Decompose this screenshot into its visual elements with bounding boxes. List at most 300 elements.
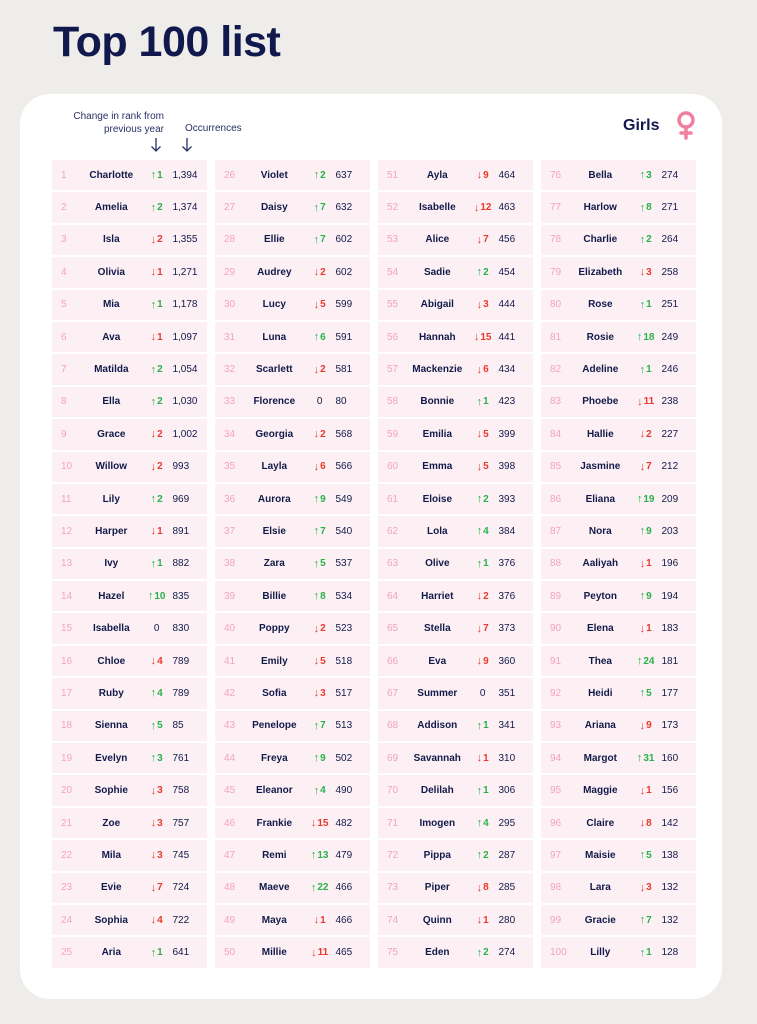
occurrences-count: 132 — [661, 914, 679, 926]
baby-name: Sophia — [94, 914, 128, 926]
table-row — [541, 452, 696, 482]
rank-change — [469, 266, 497, 278]
occurrences-count: 757 — [172, 817, 190, 829]
baby-name: Rosie — [586, 331, 614, 343]
rank-change — [306, 169, 334, 181]
rank-change-value: 2 — [320, 623, 326, 635]
rank-number: 32 — [224, 364, 236, 376]
page-title: Top 100 list — [53, 18, 281, 66]
gender-label: Girls — [623, 117, 660, 134]
rank-change — [469, 752, 497, 764]
rank-number: 9 — [61, 428, 67, 440]
rank-change-value: 2 — [157, 461, 163, 473]
rank-change — [469, 655, 497, 667]
table-row — [378, 484, 533, 514]
occurrences-count: 251 — [661, 299, 679, 311]
rank-change — [469, 169, 497, 181]
rank-number: 10 — [61, 461, 73, 473]
rank-number: 4 — [61, 266, 67, 278]
occurrences-count: 566 — [335, 461, 353, 473]
table-row — [52, 192, 207, 222]
rank-change — [306, 623, 334, 635]
rank-change — [469, 688, 497, 699]
rank-change-value: 8 — [320, 590, 326, 602]
rank-number: 96 — [550, 817, 562, 829]
occurrences-count: 249 — [661, 331, 679, 343]
rank-change — [632, 202, 660, 214]
table-row — [215, 257, 370, 287]
occurrences-count: 285 — [498, 882, 516, 894]
arrow-up-icon: ↑ — [150, 946, 157, 959]
occurrences-count: 534 — [335, 590, 353, 602]
arrow-up-icon: ↑ — [150, 557, 157, 570]
rank-change-value: 31 — [643, 752, 655, 764]
rank-number: 63 — [387, 558, 399, 570]
arrow-up-icon: ↑ — [476, 525, 483, 538]
table-row — [541, 775, 696, 805]
table-row — [541, 613, 696, 643]
arrow-up-icon: ↑ — [150, 719, 157, 732]
rank-number: 52 — [387, 202, 399, 214]
baby-name: Aurora — [257, 493, 291, 505]
baby-name: Eva — [428, 655, 447, 667]
rank-change-value: 5 — [646, 687, 652, 699]
table-row — [215, 646, 370, 676]
baby-name: Maeve — [259, 882, 290, 894]
rank-number: 18 — [61, 720, 73, 732]
rank-change-value: 2 — [483, 493, 489, 505]
rank-change-value: 1 — [646, 623, 652, 635]
baby-name: Harlow — [583, 202, 617, 214]
table-row — [215, 937, 370, 967]
rank-number: 23 — [61, 882, 73, 894]
rank-number: 41 — [224, 655, 236, 667]
arrow-down-icon: ↓ — [150, 784, 157, 797]
arrow-down-icon: ↓ — [150, 460, 157, 473]
rank-change — [143, 623, 171, 634]
rank-change — [306, 202, 334, 214]
occurrences-count: 160 — [661, 752, 679, 764]
occurrences-count: 264 — [661, 234, 679, 246]
rank-change — [306, 266, 334, 278]
baby-name: Penelope — [252, 720, 297, 732]
rank-change-value: 15 — [317, 817, 329, 829]
baby-name: Eden — [425, 947, 450, 959]
arrow-down-icon: ↓ — [476, 233, 483, 246]
rank-change — [306, 331, 334, 343]
occurrences-count: 789 — [172, 655, 190, 667]
rank-change — [143, 202, 171, 214]
rank-change — [306, 785, 334, 797]
baby-name: Frankie — [256, 817, 293, 829]
rank-number: 51 — [387, 169, 399, 181]
arrow-up-icon: ↑ — [313, 557, 320, 570]
rank-change-value: 1 — [157, 331, 163, 343]
occurrences-count: 306 — [498, 785, 516, 797]
rank-number: 74 — [387, 914, 399, 926]
baby-name: Sienna — [94, 720, 128, 732]
baby-name: Audrey — [257, 266, 292, 278]
table-row — [215, 516, 370, 546]
rank-number: 80 — [550, 299, 562, 311]
arrow-up-icon: ↑ — [476, 493, 483, 506]
rank-number: 27 — [224, 202, 236, 214]
change-in-rank-hint: Change in rank from previous year — [73, 111, 164, 135]
rank-change-value: 4 — [157, 914, 163, 926]
arrow-up-icon: ↑ — [476, 849, 483, 862]
baby-name: Peyton — [583, 590, 617, 602]
rank-change-value: 3 — [646, 882, 652, 894]
baby-name: Lucy — [262, 299, 286, 311]
baby-name: Olivia — [97, 266, 125, 278]
occurrences-count: 238 — [661, 396, 679, 408]
occurrences-count: 891 — [172, 525, 190, 537]
occurrences-count: 789 — [172, 687, 190, 699]
rank-change — [143, 687, 171, 699]
occurrences-count: 384 — [498, 525, 516, 537]
arrow-up-icon: ↑ — [476, 266, 483, 279]
rank-change-value: 2 — [320, 169, 326, 181]
rank-number: 62 — [387, 525, 399, 537]
rank-change — [143, 169, 171, 181]
table-row — [378, 905, 533, 935]
arrow-down-icon: ↓ — [639, 266, 646, 279]
table-row — [541, 225, 696, 255]
rank-change-value: 3 — [157, 849, 163, 861]
rank-change — [469, 234, 497, 246]
rank-change — [469, 720, 497, 732]
ranking-column-2 — [215, 160, 370, 968]
rank-change-value: 4 — [483, 525, 489, 537]
occurrences-count: 490 — [335, 785, 353, 797]
rank-change-value: 1 — [646, 558, 652, 570]
rank-change — [143, 785, 171, 797]
rank-number: 50 — [224, 947, 236, 959]
rank-number: 5 — [61, 299, 67, 311]
rank-change — [306, 882, 334, 894]
arrow-down-icon: ↓ — [473, 201, 480, 214]
occurrences-count: 599 — [335, 299, 353, 311]
table-row — [215, 290, 370, 320]
baby-name: Sadie — [423, 266, 451, 278]
arrow-up-icon: ↑ — [639, 687, 646, 700]
rank-number: 2 — [61, 202, 67, 214]
occurrences-count: 376 — [498, 590, 516, 602]
baby-name: Rose — [588, 299, 613, 311]
arrow-up-icon: ↑ — [147, 590, 154, 603]
rank-change — [306, 590, 334, 602]
rank-change — [632, 234, 660, 246]
arrow-up-icon: ↑ — [313, 493, 320, 506]
baby-name: Harper — [95, 525, 128, 537]
rank-change — [469, 493, 497, 505]
rank-change-value: 1 — [483, 914, 489, 926]
arrow-down-icon: ↓ — [150, 233, 157, 246]
rank-change — [306, 461, 334, 473]
occurrences-count: 830 — [172, 623, 190, 635]
occurrences-count: 466 — [335, 882, 353, 894]
baby-name: Sofia — [262, 687, 287, 699]
baby-name: Lily — [102, 493, 120, 505]
occurrences-count: 882 — [172, 558, 190, 570]
rank-number: 15 — [61, 623, 73, 635]
occurrences-count: 181 — [661, 655, 679, 667]
baby-name: Aria — [101, 947, 122, 959]
rank-change-value: 6 — [320, 331, 326, 343]
arrow-down-icon: ↓ — [313, 914, 320, 927]
table-row — [215, 322, 370, 352]
rank-change-value: 1 — [157, 558, 163, 570]
baby-name: Layla — [261, 461, 288, 473]
rank-change-value: 2 — [483, 266, 489, 278]
rank-change-value: 7 — [646, 461, 652, 473]
table-row — [378, 160, 533, 190]
occurrences-count: 632 — [335, 202, 353, 214]
occurrences-count: 142 — [661, 817, 679, 829]
baby-name: Millie — [261, 947, 287, 959]
table-row — [541, 484, 696, 514]
rank-number: 76 — [550, 169, 562, 181]
rank-change — [632, 461, 660, 473]
arrow-down-icon — [181, 137, 193, 153]
rank-number: 40 — [224, 623, 236, 635]
table-row — [215, 225, 370, 255]
baby-name: Ayla — [426, 169, 448, 181]
arrow-down-icon: ↓ — [476, 169, 483, 182]
baby-name: Eliana — [585, 493, 616, 505]
arrow-up-icon: ↑ — [639, 914, 646, 927]
rank-change-value: 9 — [646, 525, 652, 537]
table-row — [215, 743, 370, 773]
baby-name: Gracie — [584, 914, 616, 926]
rank-number: 35 — [224, 461, 236, 473]
arrow-up-icon: ↑ — [150, 752, 157, 765]
arrow-up-icon: ↑ — [313, 752, 320, 765]
rank-number: 91 — [550, 655, 562, 667]
rank-change-value: 9 — [646, 590, 652, 602]
table-row — [378, 452, 533, 482]
table-row — [52, 516, 207, 546]
rank-number: 37 — [224, 525, 236, 537]
rank-number: 98 — [550, 882, 562, 894]
table-row — [378, 873, 533, 903]
occurrences-count: 641 — [172, 947, 190, 959]
occurrences-count: 602 — [335, 234, 353, 246]
rank-change — [632, 882, 660, 894]
baby-name: Poppy — [259, 623, 290, 635]
rank-number: 60 — [387, 461, 399, 473]
rank-change — [632, 914, 660, 926]
rank-change-value: 1 — [483, 396, 489, 408]
rank-number: 72 — [387, 849, 399, 861]
arrow-up-icon: ↑ — [150, 687, 157, 700]
arrow-up-icon: ↑ — [639, 201, 646, 214]
rank-change — [632, 849, 660, 861]
baby-name: Florence — [253, 396, 296, 408]
baby-name: Sophie — [94, 785, 128, 797]
arrow-down-icon: ↓ — [476, 363, 483, 376]
arrow-down-icon: ↓ — [637, 395, 643, 408]
rank-change — [469, 817, 497, 829]
rank-change-value: 2 — [483, 947, 489, 959]
arrow-up-icon: ↑ — [639, 525, 646, 538]
baby-name: Summer — [417, 687, 458, 699]
rank-number: 73 — [387, 882, 399, 894]
rank-change-value: 9 — [483, 655, 489, 667]
baby-name: Daisy — [260, 202, 288, 214]
rank-change — [306, 234, 334, 246]
rank-number: 90 — [550, 623, 562, 635]
rank-change-value: 1 — [157, 169, 163, 181]
rank-number: 13 — [61, 558, 73, 570]
table-row — [541, 905, 696, 935]
arrow-down-icon: ↓ — [311, 946, 317, 959]
rank-number: 85 — [550, 461, 562, 473]
rank-change-value: 9 — [320, 493, 326, 505]
rank-change — [143, 461, 171, 473]
occurrences-count: 80 — [335, 396, 347, 408]
rank-change — [632, 525, 660, 537]
arrow-down-icon: ↓ — [150, 849, 157, 862]
rank-change — [469, 623, 497, 635]
baby-name: Quinn — [422, 914, 452, 926]
arrow-up-icon: ↑ — [639, 169, 646, 182]
arrow-up-icon: ↑ — [476, 557, 483, 570]
rank-change — [306, 817, 334, 829]
occurrences-count: 441 — [498, 331, 516, 343]
occurrences-count: 1,374 — [172, 202, 198, 214]
table-row — [378, 743, 533, 773]
arrow-down-icon: ↓ — [150, 266, 157, 279]
baby-name: Isabella — [92, 623, 130, 635]
table-row — [541, 549, 696, 579]
table-row — [215, 192, 370, 222]
rank-change — [632, 655, 660, 667]
rank-number: 87 — [550, 525, 562, 537]
occurrences-count: 274 — [498, 947, 516, 959]
rank-number: 65 — [387, 623, 399, 635]
rank-change-value: 22 — [317, 882, 329, 894]
occurrences-count: 271 — [661, 202, 679, 214]
rank-change — [306, 525, 334, 537]
table-row — [52, 678, 207, 708]
rank-change-value: 2 — [157, 493, 163, 505]
rank-change-value: 1 — [157, 299, 163, 311]
table-row — [541, 322, 696, 352]
rank-change — [632, 720, 660, 732]
rank-change — [632, 947, 660, 959]
arrow-down-icon: ↓ — [639, 817, 646, 829]
occurrences-count: 464 — [498, 169, 516, 181]
rank-change-value: 3 — [646, 169, 652, 181]
table-row — [215, 873, 370, 903]
rank-change — [632, 428, 660, 440]
arrow-up-icon: ↑ — [150, 363, 157, 376]
rank-change — [632, 590, 660, 602]
arrow-down-icon: ↓ — [476, 460, 483, 473]
rank-change — [632, 169, 660, 181]
baby-name: Evie — [101, 882, 122, 894]
arrow-down-icon: ↓ — [150, 428, 157, 441]
table-row — [52, 257, 207, 287]
table-row — [378, 257, 533, 287]
rank-number: 89 — [550, 590, 562, 602]
rank-number: 78 — [550, 234, 562, 246]
rank-change — [306, 655, 334, 667]
occurrences-count: 1,002 — [172, 428, 198, 440]
table-row — [541, 257, 696, 287]
occurrences-count: 351 — [498, 687, 516, 699]
table-row — [52, 613, 207, 643]
rank-change-value: 4 — [320, 785, 326, 797]
rank-change-value: 1 — [483, 785, 489, 797]
arrow-up-icon: ↑ — [639, 363, 646, 376]
occurrences-count: 456 — [498, 234, 516, 246]
table-row — [378, 387, 533, 417]
table-row — [52, 808, 207, 838]
rank-change-value: 5 — [483, 461, 489, 473]
rank-change-value: 0 — [479, 687, 486, 699]
occurrences-count: 637 — [335, 169, 353, 181]
table-row — [378, 322, 533, 352]
rank-change-value: 3 — [157, 752, 163, 764]
rank-number: 31 — [224, 331, 236, 343]
rank-change — [469, 947, 497, 959]
baby-name: Eloise — [422, 493, 453, 505]
arrow-up-icon: ↑ — [313, 590, 320, 603]
rank-change-value: 1 — [157, 947, 163, 959]
table-row — [52, 646, 207, 676]
baby-name: Eleanor — [255, 785, 293, 797]
rank-number: 99 — [550, 914, 562, 926]
rank-change — [306, 687, 334, 699]
rank-number: 49 — [224, 914, 236, 926]
rank-change-value: 12 — [480, 202, 492, 214]
rank-change — [632, 687, 660, 699]
occurrences-count: 398 — [498, 461, 516, 473]
baby-name: Violet — [260, 169, 288, 181]
rank-change-value: 0 — [153, 623, 160, 635]
rank-change — [143, 266, 171, 278]
occurrences-count: 399 — [498, 428, 516, 440]
rank-change-value: 8 — [646, 202, 652, 214]
rank-number: 48 — [224, 882, 236, 894]
rank-change — [469, 785, 497, 797]
occurrences-count: 85 — [172, 720, 184, 732]
table-row — [215, 808, 370, 838]
baby-name: Heidi — [588, 687, 613, 699]
rank-number: 36 — [224, 493, 236, 505]
baby-name: Margot — [583, 752, 617, 764]
rank-change-value: 5 — [483, 428, 489, 440]
rank-number: 95 — [550, 785, 562, 797]
occurrences-count: 295 — [498, 817, 516, 829]
table-row — [52, 484, 207, 514]
arrow-up-icon: ↑ — [639, 849, 646, 862]
baby-name: Maya — [261, 914, 287, 926]
rank-change — [306, 299, 334, 311]
arrow-down-icon: ↓ — [313, 655, 320, 668]
rank-change — [632, 266, 660, 278]
table-row — [541, 160, 696, 190]
rank-number: 53 — [387, 234, 399, 246]
occurrences-count: 360 — [498, 655, 516, 667]
rank-number: 68 — [387, 720, 399, 732]
baby-name: Grace — [97, 428, 126, 440]
occurrences-count: 466 — [335, 914, 353, 926]
table-row — [215, 905, 370, 935]
rank-number: 46 — [224, 817, 236, 829]
